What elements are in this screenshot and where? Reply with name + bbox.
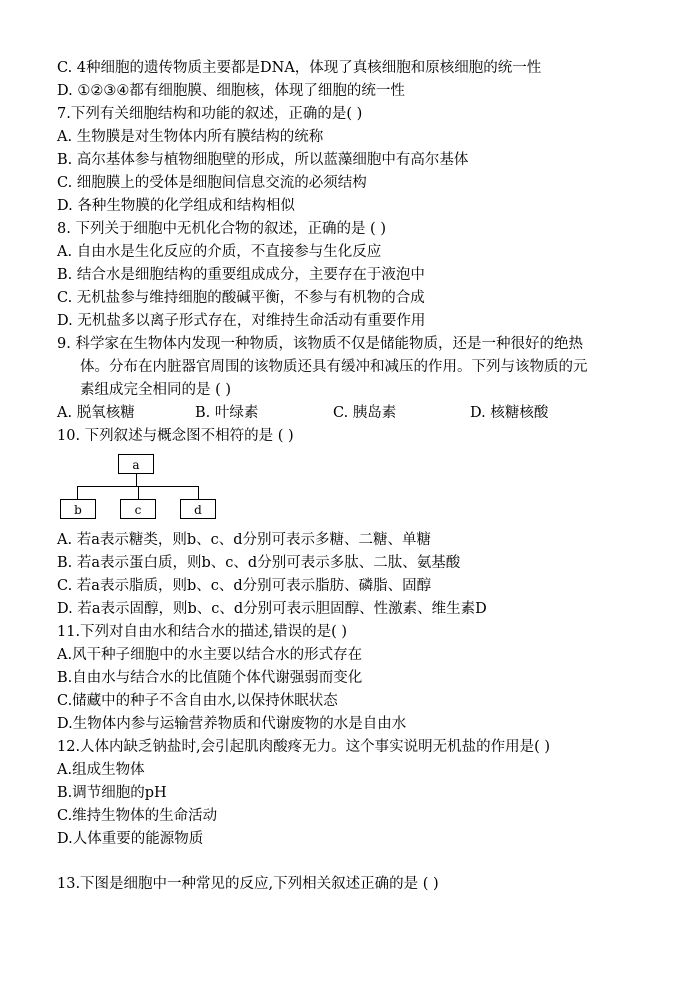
connector-stem	[136, 474, 137, 486]
connector-d	[198, 486, 199, 499]
q7-option-c: C. 细胞膜上的受体是细胞间信息交流的必须结构	[57, 175, 367, 191]
q9-option-c: C. 胰岛素	[333, 405, 397, 421]
q12-option-d: D.人体重要的能源物质	[57, 831, 204, 847]
concept-diagram	[60, 452, 230, 522]
q7-option-d: D. 各种生物膜的化学组成和结构相似	[57, 198, 295, 214]
q9-option-d: D. 核糖核酸	[470, 405, 549, 421]
q10-option-a: A. 若a表示糖类，则b、c、d分别可表示多糖、二糖、单糖	[57, 532, 432, 548]
q11-option-c: C.储藏中的种子不含自由水,以保持休眠状态	[57, 693, 338, 709]
q8-option-a: A. 自由水是生化反应的介质，不直接参与生化反应	[57, 244, 382, 260]
q11-stem: 11.下列对自由水和结合水的描述,错误的是( )	[57, 624, 348, 640]
connector-b	[77, 486, 78, 499]
q11-option-b: B.自由水与结合水的比值随个体代谢强弱而变化	[57, 670, 363, 686]
concept-node-b: b	[60, 499, 96, 519]
q12-option-b: B.调节细胞的pH	[57, 785, 167, 801]
q11-option-a: A.风干种子细胞中的水主要以结合水的形式存在	[57, 647, 363, 663]
q11-option-d: D.生物体内参与运输营养物质和代谢废物的水是自由水	[57, 716, 407, 732]
q7-option-a: A. 生物膜是对生物体内所有膜结构的统称	[57, 129, 324, 145]
q6-option-d: D. ①②③④都有细胞膜、细胞核，体现了细胞的统一性	[57, 83, 405, 99]
q7-option-b: B. 高尔基体参与植物细胞壁的形成，所以蓝藻细胞中有高尔基体	[57, 152, 469, 168]
concept-node-d: d	[180, 499, 216, 519]
q10-stem: 10. 下列叙述与概念图不相符的是 ( )	[57, 428, 294, 444]
q9-option-a: A. 脱氧核糖	[57, 405, 135, 421]
concept-node-a: a	[118, 454, 154, 474]
q6-option-c: C. 4种细胞的遗传物质主要都是DNA，体现了真核细胞和原核细胞的统一性	[57, 60, 542, 76]
q8-option-c: C. 无机盐参与维持细胞的酸碱平衡，不参与有机物的合成	[57, 290, 425, 306]
q9-stem-line3: 素组成完全相同的是 ( )	[80, 382, 232, 398]
q9-options	[57, 403, 657, 423]
q13-stem: 13.下图是细胞中一种常见的反应,下列相关叙述正确的是 ( )	[57, 876, 439, 892]
q8-stem: 8. 下列关于细胞中无机化合物的叙述，正确的是 ( )	[57, 221, 386, 237]
q10-option-b: B. 若a表示蛋白质，则b、c、d分别可表示多肽、二肽、氨基酸	[57, 555, 461, 571]
q10-option-d: D. 若a表示固醇，则b、c、d分别可表示胆固醇、性激素、维生素D	[57, 601, 487, 617]
q10-option-c: C. 若a表示脂质，则b、c、d分别可表示脂肪、磷脂、固醇	[57, 578, 432, 594]
q8-option-d: D. 无机盐多以离子形式存在，对维持生命活动有重要作用	[57, 313, 426, 329]
connector-c	[138, 486, 139, 499]
q7-stem: 7.下列有关细胞结构和功能的叙述，正确的是( )	[57, 106, 363, 122]
q9-option-b: B. 叶绿素	[195, 405, 259, 421]
q12-option-c: C.维持生物体的生命活动	[57, 808, 218, 824]
q9-stem-line2: 体。分布在内脏器官周围的该物质还具有缓冲和减压的作用。下列与该物质的元	[80, 359, 588, 375]
q8-option-b: B. 结合水是细胞结构的重要组成成分，主要存在于液泡中	[57, 267, 425, 283]
q12-option-a: A.组成生物体	[57, 762, 145, 778]
q12-stem: 12.人体内缺乏钠盐时,会引起肌肉酸疼无力。这个事实说明无机盐的作用是( )	[57, 739, 551, 755]
concept-node-c: c	[120, 499, 156, 519]
q9-stem-line1: 9. 科学家在生物体内发现一种物质，该物质不仅是储能物质，还是一种很好的绝热	[57, 336, 583, 352]
